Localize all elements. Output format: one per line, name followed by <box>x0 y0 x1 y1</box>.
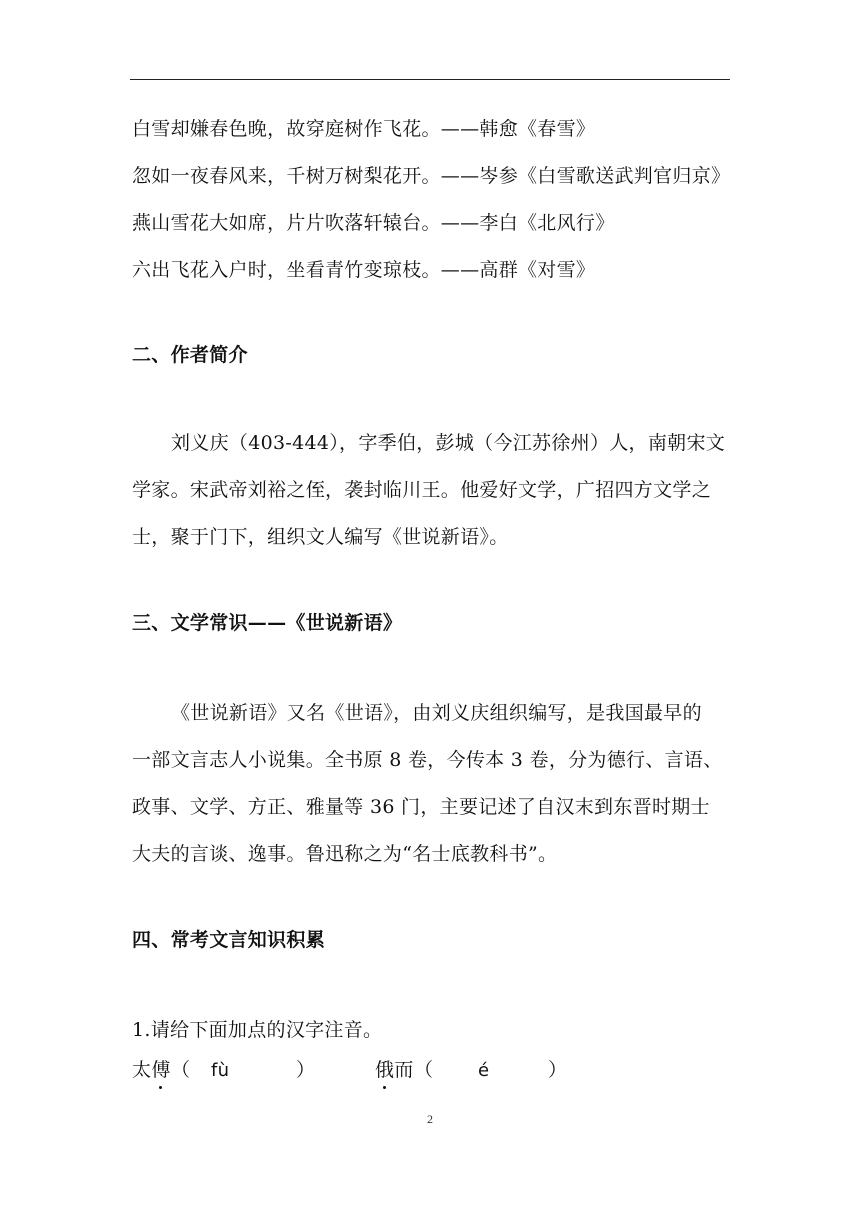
section-heading-author: 二、作者简介 <box>132 344 248 366</box>
paragraph-line: 大夫的言谈、逸事。鲁迅称之为“名士底教科书”。 <box>132 843 558 865</box>
paragraph-line: 学家。宋武帝刘裕之侄，袭封临川王。他爱好文学，广招四方文学之 <box>132 479 712 501</box>
paragraph-line: 士，聚于门下，组织文人编写《世说新语》。 <box>132 526 509 548</box>
section-heading-knowledge: 四、常考文言知识积累 <box>132 929 326 951</box>
section-heading-literature: 三、文学常识——《世说新语》 <box>132 612 403 634</box>
close-paren: ） <box>296 1059 316 1081</box>
paragraph-line: 一部文言志人小说集。全书原 8 卷，今传本 3 卷，分为德行、言语、 <box>132 749 723 771</box>
poem-line: 忽如一夜春风来，千树万树梨花开。——岑参《白雪歌送武判官归京》 <box>132 165 731 187</box>
dotted-char: 俄 <box>375 1059 395 1081</box>
open-paren: （ <box>414 1059 434 1081</box>
paragraph-line: 刘义庆（403-444），字季伯，彭城（今江苏徐州）人，南朝宋文 <box>171 432 726 454</box>
question-text: 1.请给下面加点的汉字注音。 <box>132 1019 383 1041</box>
open-paren: （ <box>171 1059 191 1081</box>
dotted-char: 傅 <box>151 1059 171 1081</box>
header-rule <box>130 79 730 80</box>
poem-line: 六出飞花入户时，坐看青竹变琼枝。——高群《对雪》 <box>132 259 596 281</box>
page-number: 2 <box>427 1112 433 1126</box>
item-char: 太 <box>132 1059 152 1081</box>
paragraph-line: 政事、文学、方正、雅量等 36 门，主要记述了自汉末到东晋时期士 <box>132 796 710 818</box>
poem-line: 白雪却嫌春色晚，故穿庭树作飞花。——韩愈《春雪》 <box>132 118 596 140</box>
close-paren: ） <box>548 1059 568 1081</box>
pinyin-answer: é <box>478 1060 490 1081</box>
question-item <box>375 1058 414 1082</box>
pinyin-question-row <box>0 1058 860 1088</box>
poem-line: 燕山雪花大如席，片片吹落轩辕台。——李白《北风行》 <box>132 212 615 234</box>
paragraph-line: 《世说新语》又名《世语》，由刘义庆组织编写，是我国最早的 <box>171 702 702 724</box>
pinyin-answer: fù <box>211 1060 230 1081</box>
item-char: 而 <box>394 1059 414 1081</box>
question-item <box>132 1058 171 1082</box>
